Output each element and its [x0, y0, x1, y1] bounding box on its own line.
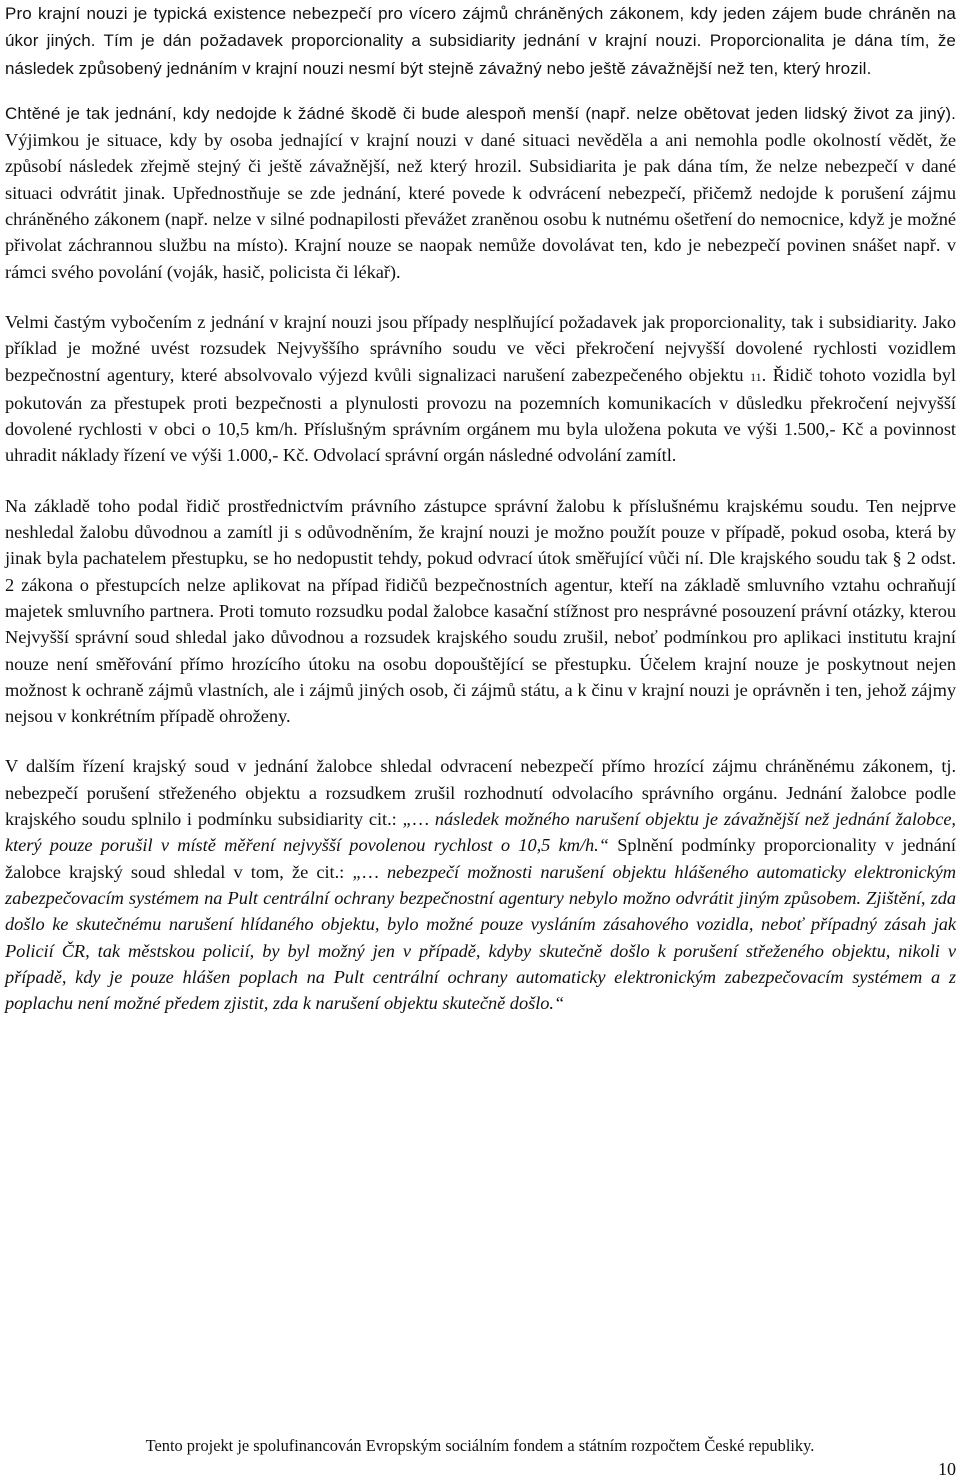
paragraph-5-text-b: Splnění podmínky proporcionality v jednání žalobce krajský soud shledal v tom, že cit.:: [5, 835, 956, 882]
paragraph-2-lead: Chtěné je tak jednání, kdy nedojde k žádné škodě či bude alespoň menší (např. nelze obětovat jeden lidský život za jiný).: [5, 103, 956, 123]
paragraph-5: [5, 753, 956, 1016]
paragraph-2: [5, 100, 956, 285]
page-footer: Tento projekt je spolufinancován Evropským sociálním fondem a státním rozpočtem České republiky.: [145, 1436, 815, 1455]
document-body: [5, 0, 956, 1016]
paragraph-4-text: Na základě toho podal řidič prostřednictvím právního zástupce správní žalobu k příslušnému krajskému soudu. Ten nejprve neshledal žalobu důvodnou a zamítl ji s odůvodněním, že krajní nouzi je možno použít pouze v případě, pokud osoba, která by jinak byla pachatelem přestupku, se ho nedopustit tehdy, pokud odvrací útok směřující vůči ní. Dle krajského soudu tak § 2 odst. 2 zákona o přestupcích nelze aplikovat na případ řidičů bezpečnostních agentur, kteří na základě smluvního vztahu ochraňují majetek smluvního partnera. Proti tomuto rozsudku podal žalobce kasační stížnost pro nesprávné posouzení právní otázky, kterou Nejvyšší správní soud shledal jako důvodnou a rozsudek krajského soudu zrušil, neboť podmínkou pro aplikaci institutu krajní nouze není směřování přímo hrozícího útoku na osobu dopouštějící se přestupku. Účelem krajní nouze je poskytnout nejen možnost k ochraně zájmů vlastních, ale i zájmů jiných osob, či zájmů státu, a k činu v krajní nouzi je oprávněn i ten, jehož zájmy nejsou v konkrétním případě ohroženy.: [5, 495, 956, 727]
paragraph-1: [5, 0, 956, 82]
footnote-ref: 11: [750, 369, 762, 384]
quote-1: „… následek možného narušení objektu je závažnější než jednání žalobce, který pouze porušil v místě měření nejvyšší povolenou rychlost o 10,5 km/h.“: [5, 809, 956, 856]
paragraph-3-text-b: . Řidič tohoto vozidla byl pokutován za přestupek proti bezpečnosti a plynulosti provozu na pozemních komunikacích v důsledku překročení nejvyšší dovolené rychlosti v obci o 10,5 km/h. Příslušným správním orgánem mu byla uložena pokuta ve výši 1.500,- Kč a povinnost uhradit náklady řízení ve výši 1.000,- Kč. Odvolací správní orgán následné odvolání zamítl.: [5, 364, 956, 466]
paragraph-3-text-a: Velmi častým vybočením z jednání v krajní nouzi jsou případy nesplňující požadavek jak proporcionality, tak i subsidiarity. Jako příklad je možné uvést rozsudek Nejvyššího správního soudu ve věci překročení nejvyšší dovolené rychlosti vozidlem bezpečnostní agentury, které absolvovalo výjezd kvůli signalizaci narušení zabezpečeného objektu: [5, 311, 956, 385]
paragraph-4: [5, 493, 956, 730]
quote-2: „… nebezpečí možnosti narušení objektu hlášeného automaticky elektronickým zabezpečovacím systémem na Pult centrální ochrany bezpečnostní agentury nebylo možno odvrátit jiným způsobem. Zjištění, zda došlo ke skutečnému narušení hlídaného objektu, bylo možné pouze vysláním zásahového vozidla, neboť případný zásah jak Policií ČR, tak městskou policií, by byl možný jen v případě, kdyby skutečně došlo k porušení střeženého objektu, nikoli v případě, kdy je pouze hlášen poplach na Pult centrální ochrany automaticky elektronickým zabezpečovacím systémem a z poplachu není možné předem zjistit, zda k narušení objektu skutečně došlo.“: [5, 861, 956, 1014]
paragraph-5-text-a: V dalším řízení krajský soud v jednání žalobce shledal odvracení nebezpečí přímo hrozící zájmu chráněnému zákonem, tj. nebezpečí porušení střeženého objektu a rozsudkem zrušil rozhodnutí odvolacího správního orgánu. Jednání žalobce podle krajského soudu splnilo i podmínku subsidiarity cit.:: [5, 756, 956, 830]
page-number: 10: [938, 1459, 956, 1479]
paragraph-1-text: Pro krajní nouzi je typická existence nebezpečí pro vícero zájmů chráněných zákonem, kdy jeden zájem bude chráněn na úkor jiných. Tím je dán požadavek proporcionality a subsidiarity jednání v krajní nouzi. Proporcionalita je dána tím, že následek způsobený jednáním v krajní nouzi nesmí být stejně závažný nebo ještě závažnější než ten, který hrozil.: [5, 4, 956, 78]
paragraph-3: [5, 309, 956, 469]
paragraph-2-text: Výjimkou je situace, kdy by osoba jednající v krajní nouzi v dané situaci nevěděla a ani nemohla podle okolností vědět, že způsobí následek zřejmě stejný či ještě závažnější, než který hrozil. Subsidiarita je pak dána tím, že nelze nebezpečí v dané situaci odvrátit jinak. Upřednostňuje se zde jednání, které povede k odvrácení nebezpečí, přičemž nedojde k porušení zájmu chráněného zákonem (např. nelze v silné podnapilosti převážet zraněnou osobu k nutnému ošetření do nemocnice, když je možné přivolat záchrannou službu na místo). Krajní nouze se naopak nemůže dovolávat ten, kdo je nebezpečí povinen snášet např. v rámci svého povolání (voják, hasič, policista či lékař).: [5, 130, 956, 282]
